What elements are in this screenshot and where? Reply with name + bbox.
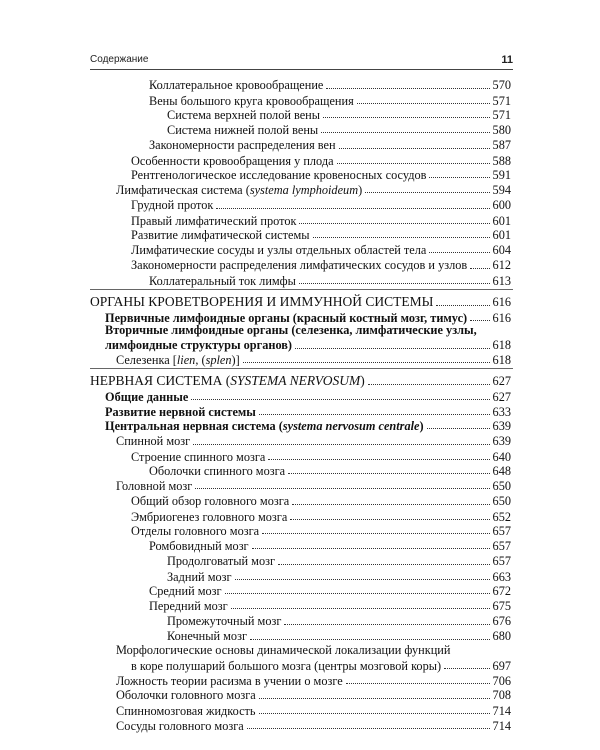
toc-entry [116, 476, 511, 492]
latin-term: systema lymphoideum [249, 183, 359, 198]
toc-entry [131, 492, 511, 508]
dot-leader [346, 683, 490, 684]
toc-entry-page: 588 [492, 153, 511, 168]
toc-entry [149, 536, 511, 552]
toc-entry [116, 701, 511, 717]
toc-entry-page: 639 [492, 434, 511, 449]
toc-entry [131, 196, 511, 212]
dot-leader [247, 728, 490, 729]
toc-entry-page: 627 [492, 374, 511, 389]
dot-leader [288, 473, 489, 474]
dot-leader [357, 103, 490, 104]
dot-leader [278, 564, 490, 565]
toc-entry-title: Особенности кровообращения у плода [131, 153, 334, 168]
dot-leader [243, 362, 490, 363]
toc-entry-title: Лимфатическая система (systema lymphoideum) [116, 183, 363, 198]
dot-leader [235, 579, 490, 580]
toc-entry-page: 591 [492, 167, 511, 182]
toc-entry-title: Головной мозг [116, 479, 193, 493]
dot-leader [284, 624, 489, 625]
toc-entry [131, 225, 511, 241]
dot-leader [259, 414, 490, 415]
toc-entry [105, 387, 511, 403]
dot-leader [429, 177, 489, 178]
dot-leader [313, 237, 490, 238]
toc-entry-page: 604 [492, 243, 511, 257]
dot-leader [262, 533, 489, 534]
toc-entry [116, 716, 511, 732]
dot-leader [427, 428, 490, 429]
toc-entry-title: Развитие нервной системы [105, 404, 256, 419]
toc-entry-title: Закономерности распределения вен [149, 138, 336, 153]
toc-entry-page: 676 [492, 614, 511, 629]
dot-leader [365, 192, 489, 193]
toc-entry [167, 105, 511, 121]
toc-entry-page: 594 [492, 183, 511, 198]
dot-leader [429, 252, 489, 253]
dot-leader [250, 639, 490, 640]
toc-entry-title: Оболочки спинного мозга [149, 463, 286, 478]
toc-entry-title: Грудной проток [131, 198, 214, 213]
toc-entry-page: 714 [492, 718, 511, 733]
toc-entry-title: Центральная нервная система (systema nervosum centrale) [105, 419, 424, 434]
latin-term: splen [205, 352, 232, 367]
toc-entry-page: 657 [492, 523, 511, 538]
dot-leader [321, 132, 489, 133]
toc-entry-page: 600 [492, 198, 511, 213]
toc-entry [131, 656, 511, 672]
dot-leader [299, 223, 489, 224]
toc-entry-title: Рентгенологическое исследование кровеносных сосудов [131, 167, 427, 182]
dot-leader [191, 399, 489, 400]
toc-entry [149, 76, 511, 92]
toc-entry-page: 663 [492, 569, 511, 584]
toc-entry-page: 616 [492, 310, 511, 325]
dot-leader [470, 320, 489, 321]
dot-leader [231, 608, 490, 609]
toc-entry-page: 616 [492, 295, 511, 310]
toc-entry-title-line1: Вторичные лимфоидные органы (селезенка, лимфатические узлы, [105, 323, 477, 338]
section-divider [90, 368, 513, 369]
toc-entry-title: Ложность теории расизма в учении о мозге [116, 674, 343, 689]
toc-entry-title: Спинномозговая жидкость [116, 703, 256, 718]
dot-leader [195, 488, 489, 489]
toc-entry [149, 596, 511, 612]
toc-entry [105, 416, 511, 432]
dot-leader [259, 698, 490, 699]
latin-term: systema nervosum centrale [282, 419, 420, 434]
dot-leader [252, 548, 490, 549]
toc-entry [167, 612, 511, 628]
toc-entry [149, 581, 511, 597]
toc-entry-page: 672 [492, 583, 511, 598]
toc-entry-page: 657 [492, 539, 511, 553]
dot-leader [225, 593, 490, 594]
toc-entry [116, 432, 511, 448]
toc-entry-title: Отделы головного мозга [131, 523, 260, 538]
toc-entry-title: Строение спинного мозга [131, 449, 266, 464]
dot-leader [470, 268, 489, 269]
toc-entry-page: 714 [492, 703, 511, 718]
dot-leader [268, 459, 489, 460]
toc-entry-title: Общие данные [105, 389, 189, 404]
dot-leader [444, 668, 489, 669]
toc-entry-page: 657 [492, 554, 511, 569]
toc-entry-page: 587 [492, 138, 511, 153]
toc-entry-title: Вены большого круга кровообращения [149, 93, 354, 108]
toc-entry [149, 136, 511, 152]
toc-entry-page: 640 [492, 449, 511, 464]
header-page-number: 11 [501, 54, 513, 66]
toc-entry-title-line1: Морфологические основы динамической локализации функций [116, 642, 451, 657]
toc-entry-page: 697 [492, 658, 511, 673]
toc-entry [131, 256, 511, 272]
toc-entry-title-line2: лимфоидные структуры органов) [105, 338, 293, 353]
dot-leader [216, 208, 489, 209]
toc-entry-title: Промежуточный мозг [167, 614, 282, 629]
toc-entry-page: 571 [492, 107, 511, 122]
toc-entry-page: 618 [492, 338, 511, 353]
toc-entry-title: Сосуды головного мозга [116, 718, 244, 733]
dot-leader [339, 148, 490, 149]
toc-entry-page: 706 [492, 674, 511, 689]
toc-entry [116, 350, 511, 366]
header-title: Содержание [90, 54, 149, 65]
toc-entry-title: Передний мозг [149, 599, 228, 613]
dot-leader [326, 88, 489, 89]
toc-entry-title-line2: в коре полушарий большого мозга (центры мозговой коры) [131, 658, 442, 673]
dot-leader [290, 519, 489, 520]
section-title: ОРГАНЫ КРОВЕТВОРЕНИЯ И ИММУННОЙ СИСТЕМЫ [90, 294, 434, 310]
dot-leader [337, 163, 490, 164]
toc-entry-page: 639 [492, 419, 511, 434]
toc-entry-page: 627 [492, 389, 511, 404]
latin-term: lien [176, 352, 196, 367]
dot-leader [368, 384, 490, 385]
section-title: НЕРВНАЯ СИСТЕМА (SYSTEMA NERVOSUM) [90, 373, 365, 389]
toc-entry-page: 680 [492, 629, 511, 644]
toc-entry-page: 650 [492, 479, 511, 493]
toc-entry-page: 675 [492, 599, 511, 613]
toc-entry [131, 165, 511, 181]
toc-entry-title: Система верхней полой вены [167, 107, 321, 122]
toc-entry-title: Коллатеральный ток лимфы [149, 273, 296, 288]
toc-entry-title: Первичные лимфоидные органы (красный костный мозг, тимус) [105, 310, 468, 325]
toc-entry-title: Закономерности распределения лимфатических сосудов и узлов [131, 258, 468, 273]
toc-entry-page: 601 [492, 227, 511, 242]
toc-entry-title: Ромбовидный мозг [149, 539, 249, 553]
toc-entry-page: 601 [492, 213, 511, 228]
latin-term: SYSTEMA NERVOSUM [230, 373, 361, 389]
toc-entry-title: Система нижней полой вены [167, 123, 319, 138]
toc-entry [149, 271, 511, 287]
section-divider [90, 289, 513, 290]
toc-entry-title: Спинной мозг [116, 434, 191, 449]
toc-entry-title: Эмбриогенез головного мозга [131, 509, 288, 524]
toc-entry-page: 618 [492, 352, 511, 367]
toc-entry-page: 613 [492, 273, 511, 288]
toc-entry [167, 552, 511, 568]
toc-entry-title: Лимфатические сосуды и узлы отдельных областей тела [131, 243, 427, 257]
toc-entry-page: 612 [492, 258, 511, 273]
toc-entry [131, 521, 511, 537]
dot-leader [299, 283, 490, 284]
dot-leader [323, 117, 490, 118]
toc-entry [116, 180, 511, 196]
toc-entry-page: 650 [492, 494, 511, 509]
toc-entry-title: Оболочки головного мозга [116, 688, 256, 703]
toc-entry-page: 648 [492, 463, 511, 478]
dot-leader [295, 348, 490, 349]
toc-entry [105, 308, 511, 324]
toc-entry-page: 652 [492, 509, 511, 524]
dot-leader [292, 504, 489, 505]
dot-leader [259, 713, 490, 714]
toc-entry-title: Конечный мозг [167, 629, 247, 644]
toc-entry [149, 461, 511, 477]
dot-leader [193, 444, 489, 445]
toc-entry-title: Развитие лимфатической системы [131, 227, 310, 242]
toc-entry [167, 627, 511, 643]
toc-entry-title: Коллатеральное кровообращение [149, 78, 324, 93]
toc-entry-page: 570 [492, 78, 511, 93]
toc-section-heading [90, 372, 511, 388]
toc-entry-page: 571 [492, 93, 511, 108]
toc-entry-title: Задний мозг [167, 569, 232, 584]
toc-entry [116, 686, 511, 702]
toc-entry-page: 708 [492, 688, 511, 703]
toc-entry-title: Правый лимфатический проток [131, 213, 297, 228]
toc-entry-page: 580 [492, 123, 511, 138]
toc-entry-title: Селезенка [lien, (splen)] [116, 352, 240, 367]
toc-entry-title: Продолговатый мозг [167, 554, 275, 569]
toc-entry-title: Общий обзор головного мозга [131, 494, 290, 509]
toc-entry [131, 240, 511, 256]
dot-leader [436, 305, 489, 306]
toc-section-heading [90, 293, 511, 309]
toc-entry-title: Средний мозг [149, 583, 222, 598]
toc-entry-page: 633 [492, 404, 511, 419]
toc-entry [167, 120, 511, 136]
